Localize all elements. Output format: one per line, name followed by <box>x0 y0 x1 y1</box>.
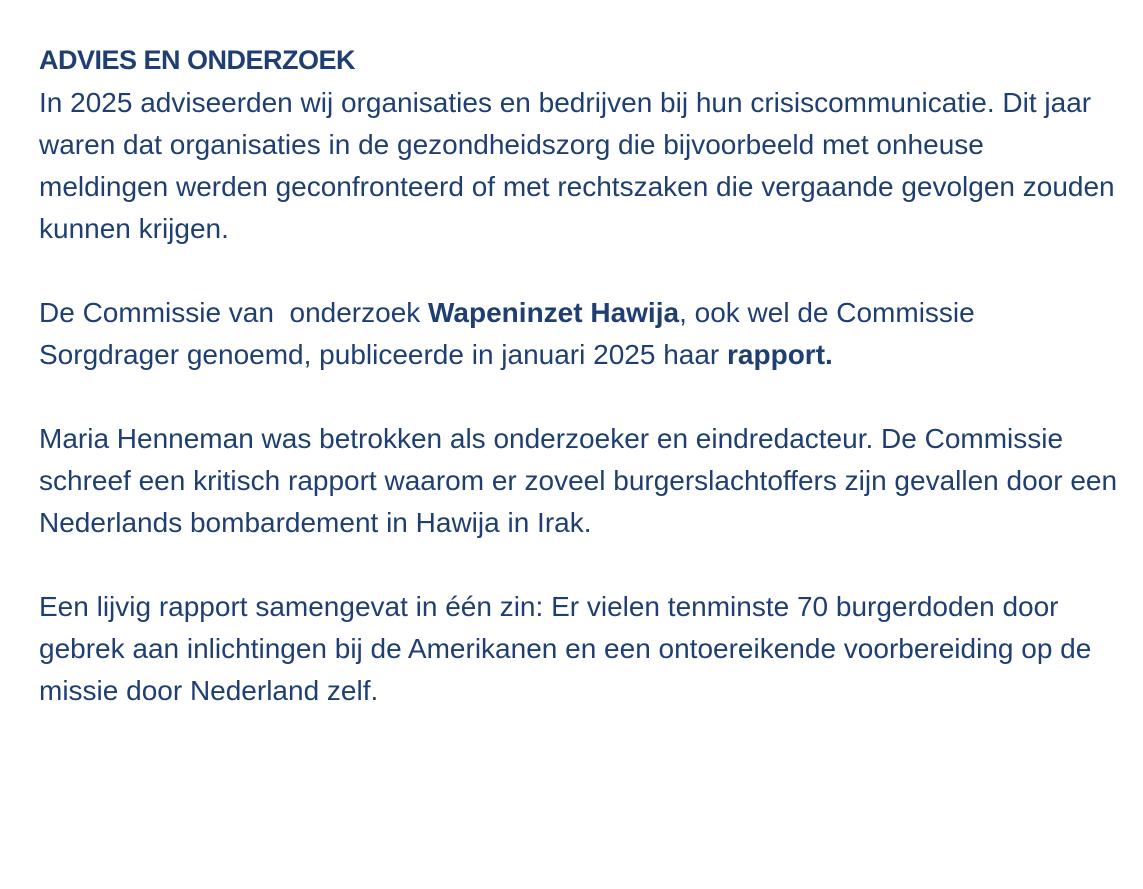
paragraph-commission-text-before: De Commissie van onderzoek <box>39 297 429 328</box>
paragraph-advice: In 2025 adviseerden wij organisaties en bedrijven bij hun crisiscommunicatie. Dit jaar waren dat organisaties in de gezondheidszorg die bijvoorbeeld met onheuse meldingen werden geconfronteerd of met rechtszaken die vergaande gevolgen zouden kunnen krijgen. <box>39 87 1115 244</box>
link-wapeninzet-hawija[interactable]: Wapeninzet Hawija <box>428 297 680 328</box>
article-section <box>39 42 1119 712</box>
paragraph-summary: Een lijvig rapport samengevat in één zin: Er vielen tenminste 70 burgerdoden door gebrek aan inlichtingen bij de Amerikanen en een ontoereikende voorbereiding op de missie door Nederland zelf. <box>39 591 1092 706</box>
paragraph-commission-text-middle: , ook wel de Commissie Sorgdrager genoemd, publiceerde in januari 2025 haar <box>39 297 975 370</box>
paragraph-commission <box>39 292 1119 376</box>
link-rapport[interactable]: rapport. <box>727 339 833 370</box>
paragraph-involvement: Maria Henneman was betrokken als onderzoeker en eindredacteur. De Commissie schreef een kritisch rapport waarom er zoveel burgerslachtoffers zijn gevallen door een Nederlands bombardement in Hawija in Irak. <box>39 423 1118 538</box>
section-heading: ADVIES EN ONDERZOEK <box>39 45 356 75</box>
